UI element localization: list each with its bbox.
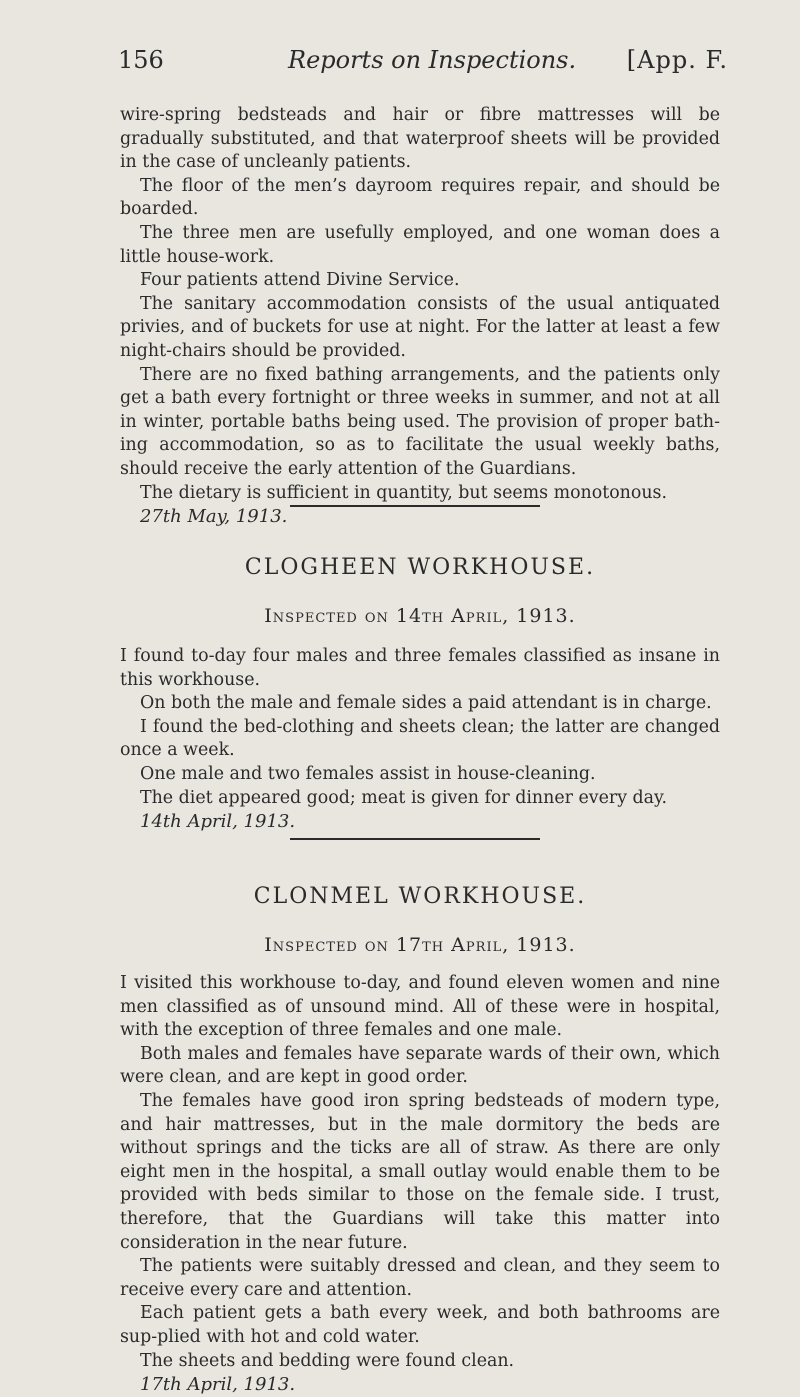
paragraph: The sanitary accommodation consists of the usual antiquated privies, and of buckets for use at night. For the latter at least a few night-chairs should be provided.: [120, 293, 720, 361]
paragraph: The sheets and bedding were found clean.: [140, 1350, 515, 1371]
paragraph: On both the male and female sides a paid attendant is in charge.: [140, 693, 712, 714]
paragraph: Both males and females have separate wards of their own, which were clean, and are kept in good order.: [120, 1043, 720, 1088]
section-divider: [290, 505, 540, 507]
paragraph: The patients were suitably dressed and clean, and they seem to receive every care and attention.: [120, 1256, 720, 1300]
section-continued-report: [120, 104, 720, 529]
section-divider: [290, 838, 540, 840]
inspection-date-line: Inspected on 14th April, 1913.: [264, 605, 576, 627]
section-title-clonmel: CLONMEL WORKHOUSE.: [253, 884, 587, 909]
paragraph: The females have good iron spring bedsteads of modern type, and hair mattresses, but in the male dormitory the beds are without springs and the ticks are all of straw. As there are only eight men in the hospital, a small outlay would enable them to be provided with beds similar to those on the female side. I trust, therefore, that the Guardians will take this matter into consideration in the near future.: [120, 1090, 720, 1253]
paragraph: The three men are usefully employed, and one woman does a little house-work.: [120, 222, 720, 267]
running-title: Reports on Inspections.: [288, 46, 577, 74]
report-date: 17th April, 1913.: [140, 1374, 296, 1396]
paragraph: wire-spring bedsteads and hair or fibre mattresses will be gradually substituted, and that waterproof sheets will be provided in the case of uncleanly patients.: [120, 105, 720, 173]
page-number: 156: [118, 46, 164, 74]
appendix-label: [App. F.: [626, 46, 728, 74]
paragraph: I visited this workhouse to-day, and found eleven women and nine men classified as of unsound mind. All of these were in hospital, with the exception of three females and one male.: [120, 973, 720, 1041]
section-title-clogheen: CLOGHEEN WORKHOUSE.: [244, 555, 596, 580]
paragraph: Each patient gets a bath every week, and both bathrooms are sup-plied with hot and cold water.: [120, 1303, 720, 1347]
paragraph: I found to-day four males and three females classified as insane in this workhouse.: [120, 646, 720, 690]
report-date: 27th May, 1913.: [140, 506, 288, 528]
paragraph: Four patients attend Divine Service.: [140, 270, 460, 291]
paragraph: I found the bed-clothing and sheets clean; the latter are changed once a week.: [120, 716, 720, 761]
paragraph: One male and two females assist in house-cleaning.: [140, 763, 596, 784]
paragraph: The diet appeared good; meat is given for dinner every day.: [140, 787, 668, 808]
paragraph: The floor of the men’s dayroom requires repair, and should be boarded.: [120, 175, 720, 220]
section-clonmel: [120, 972, 720, 1397]
page-header: [118, 46, 728, 82]
section-clogheen: [120, 645, 720, 834]
inspection-date-line: Inspected on 17th April, 1913.: [264, 934, 576, 956]
report-date: 14th April, 1913.: [140, 811, 296, 833]
paragraph: There are no fixed bathing arrangements, and the patients only get a bath every fortnight or three weeks in summer, and not at all in winter, portable baths being used. The provision of proper bath-ing accommodation, so as to facilitate the usual weekly baths, should receive the early attention of the Guardians.: [120, 364, 720, 479]
paragraph: The dietary is sufficient in quantity, but seems monotonous.: [140, 482, 668, 503]
